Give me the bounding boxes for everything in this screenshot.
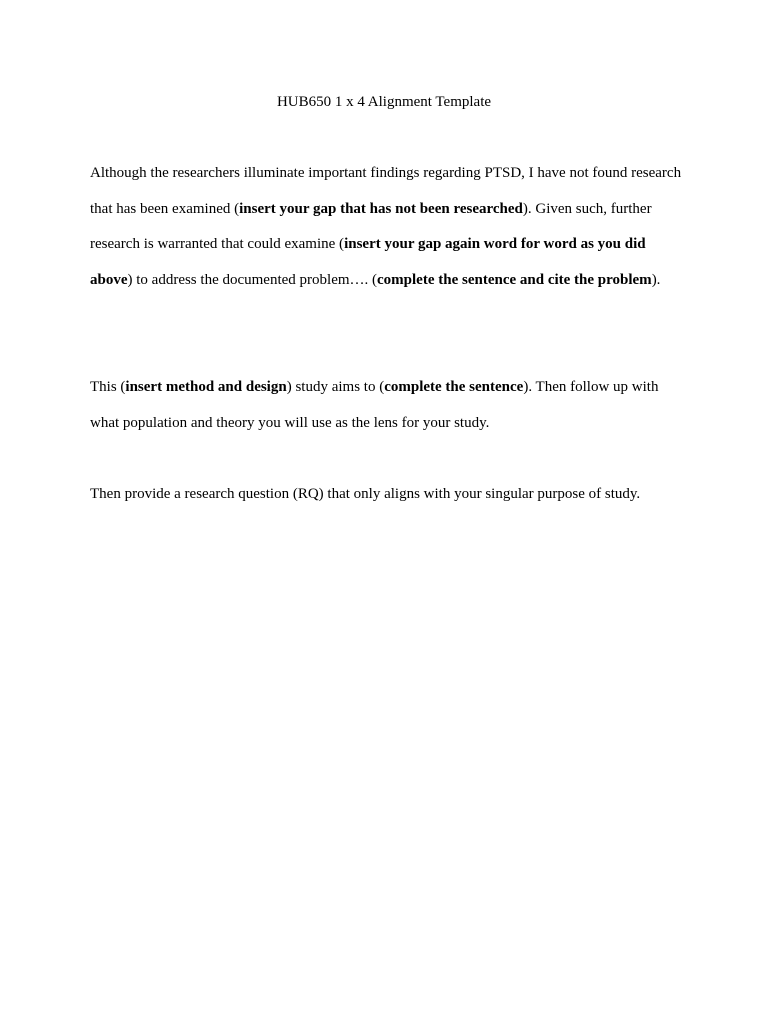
- paragraph-text: ).: [651, 272, 661, 289]
- placeholder-method-design: insert method and design: [125, 379, 287, 395]
- placeholder-cite-problem: complete the sentence and cite the problem: [377, 272, 652, 289]
- paragraph-text: Although the researchers illuminate important findings regarding PTSD, I have not found research that has been examined (: [90, 165, 682, 217]
- paragraph-text: ) to address the documented problem…. (: [127, 272, 378, 289]
- placeholder-gap: insert your gap that has not been researched: [239, 200, 523, 217]
- paragraph-text: This (: [90, 379, 126, 395]
- paragraph-research-question: Then provide a research question (RQ) that only aligns with your singular purpose of study.: [90, 486, 641, 502]
- paragraph-text: ). Then follow up with what population and theory you will use as the lens for your study.: [90, 379, 659, 431]
- placeholder-complete-sentence: complete the sentence: [384, 379, 524, 395]
- document-title: HUB650 1 x 4 Alignment Template: [276, 94, 492, 110]
- paragraph-text: ). Given such, further research is warranted that could examine (: [90, 200, 652, 253]
- placeholder-gap-repeat: insert your gap again word for word as you did above: [90, 236, 646, 289]
- paragraph-gap-statement: [90, 156, 690, 299]
- paragraph-purpose-statement: [90, 370, 690, 441]
- paragraph-text: ) study aims to (: [286, 379, 385, 395]
